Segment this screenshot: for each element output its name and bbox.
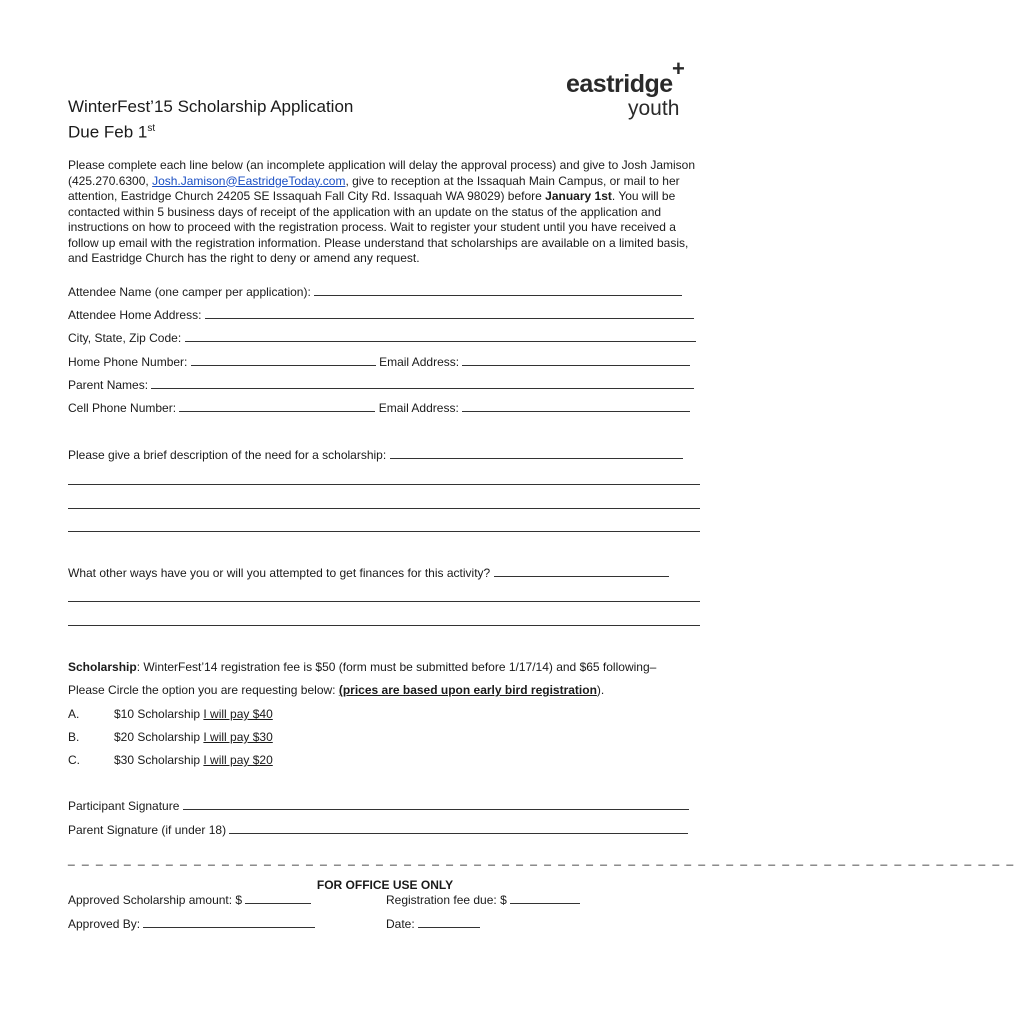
home-address-row (68, 307, 694, 323)
approved-by-label: Approved By: (68, 917, 141, 931)
approved-amount-field[interactable] (245, 892, 311, 904)
logo-wordmark: eastridge (566, 70, 673, 98)
scholarship-option[interactable] (68, 752, 273, 768)
approved-amount-row (68, 892, 311, 908)
option-amount: $10 Scholarship (114, 707, 204, 721)
participant-signature-field[interactable] (183, 798, 689, 810)
home-phone-label: Home Phone Number: (68, 355, 188, 369)
early-bird-note: (prices are based upon early bird registration (338, 683, 597, 697)
option-pay: I will pay $20 (203, 753, 273, 767)
cell-phone-field[interactable] (179, 400, 375, 412)
city-state-zip-field[interactable] (185, 330, 696, 342)
home-phone-field[interactable] (191, 354, 376, 366)
contact-email-link[interactable]: Josh.Jamison@EastridgeToday.com (152, 173, 346, 188)
registration-due-row (386, 892, 580, 908)
registration-due-label: Registration fee due: $ (386, 893, 507, 907)
parent-signature-label: Parent Signature (if under 18) (68, 823, 227, 837)
need-answer-line[interactable] (68, 484, 700, 485)
eastridge-youth-logo (566, 58, 696, 124)
finances-answer-line[interactable] (68, 625, 700, 626)
parent-names-row (68, 377, 694, 393)
instructions-paragraph (68, 158, 708, 267)
finances-question-row (68, 565, 669, 581)
need-answer-line[interactable] (68, 508, 700, 509)
need-answer-field[interactable] (390, 447, 683, 459)
date-field[interactable] (418, 916, 480, 928)
email-address-label: Email Address: (379, 355, 460, 369)
scholarship-fee-text: : WinterFest’14 registration fee is $50 (form must be submitted before 1/17/14) and $65 following– (136, 660, 657, 674)
deadline-text: January 1st (545, 189, 612, 203)
scholarship-fee-row (68, 659, 656, 675)
finances-answer-line[interactable] (68, 601, 700, 602)
logo-plus-icon: + (672, 56, 685, 81)
approved-by-field[interactable] (143, 916, 315, 928)
option-letter: B. (68, 730, 80, 744)
finances-question-label: What other ways have you or will you attempted to get finances for this activity? (68, 566, 491, 580)
participant-signature-row (68, 798, 689, 814)
attendee-name-row (68, 284, 682, 300)
parent-names-field[interactable] (151, 377, 694, 389)
option-letter: C. (68, 753, 80, 767)
due-date-text: Due Feb 1 (68, 122, 148, 142)
title-line-1: WinterFest’15 Scholarship Application (68, 97, 354, 116)
due-date-suffix: st (147, 123, 156, 134)
circle-instruction-text: Please Circle the option you are requesting below: (68, 683, 339, 697)
registration-due-field[interactable] (510, 892, 580, 904)
email-address-field[interactable] (462, 354, 690, 366)
city-state-zip-row (68, 330, 696, 346)
attendee-name-label: Attendee Name (one camper per application): (68, 285, 311, 299)
page-title (68, 96, 353, 144)
logo-subtitle: youth (628, 97, 680, 120)
home-address-field[interactable] (205, 307, 694, 319)
intro-text-2: , give to reception at the Issaquah Main Campus, or mail to her attention, Eastridge Church 24205 SE Issaquah Fall City Rd. Issaquah WA 98029) before (68, 173, 680, 203)
option-pay: I will pay $30 (203, 730, 273, 744)
circle-instruction-suffix: ). (596, 683, 605, 697)
date-label: Date: (386, 917, 415, 931)
city-state-zip-label: City, State, Zip Code: (68, 331, 182, 345)
option-amount: $20 Scholarship (114, 730, 204, 744)
finances-answer-field[interactable] (494, 565, 669, 577)
participant-signature-label: Participant Signature (68, 799, 180, 813)
circle-instruction-row (68, 682, 604, 698)
option-pay: I will pay $40 (203, 707, 273, 721)
approved-by-row (68, 916, 315, 932)
intro-text-3: . You will be contacted within 5 business days of receipt of the application with an update on the status of the application and instructions on how to proceed with the registration process. Wait to register your student until you have received a follow up email with the registration information. Please understand that scholarships are available on a limited basis, and Eastridge Church has the right to deny or amend any request. (68, 189, 689, 265)
home-phone-row (68, 354, 690, 370)
title-line-2 (68, 118, 353, 144)
parent-signature-field[interactable] (229, 822, 688, 834)
parent-names-label: Parent Names: (68, 378, 149, 392)
cell-phone-row (68, 400, 690, 416)
home-address-label: Attendee Home Address: (68, 308, 202, 322)
parent-signature-row (68, 822, 688, 838)
need-question-row (68, 447, 683, 463)
date-row (386, 916, 480, 932)
attendee-name-field[interactable] (314, 284, 682, 296)
office-use-heading: FOR OFFICE USE ONLY (316, 878, 454, 892)
intro-text-1: Please complete each line below (an incomplete application will delay the approval process) and give to Josh Jamison (425.270.6300, (68, 158, 696, 188)
need-question-label: Please give a brief description of the need for a scholarship: (68, 448, 387, 462)
need-answer-line[interactable] (68, 531, 700, 532)
option-amount: $30 Scholarship (114, 753, 204, 767)
option-letter: A. (68, 707, 80, 721)
scholarship-option[interactable] (68, 706, 273, 722)
email-address-2-field[interactable] (462, 400, 690, 412)
email-address-2-label: Email Address: (378, 401, 459, 415)
approved-amount-label: Approved Scholarship amount: $ (68, 893, 243, 907)
scholarship-option[interactable] (68, 729, 273, 745)
scholarship-label: Scholarship (68, 660, 137, 674)
cell-phone-label: Cell Phone Number: (68, 401, 177, 415)
cut-line-separator: _ _ _ _ _ _ _ _ _ _ _ _ _ _ _ _ _ _ _ _ _ _ _ _ _ _ _ _ _ _ _ _ _ _ _ _ _ _ _ _ _ _ _ _ _ _ _ _ _ _ _ _ _ _ _ _ _ _ _ _ _ _ _ _ _ _ _ _ (68, 852, 1015, 866)
